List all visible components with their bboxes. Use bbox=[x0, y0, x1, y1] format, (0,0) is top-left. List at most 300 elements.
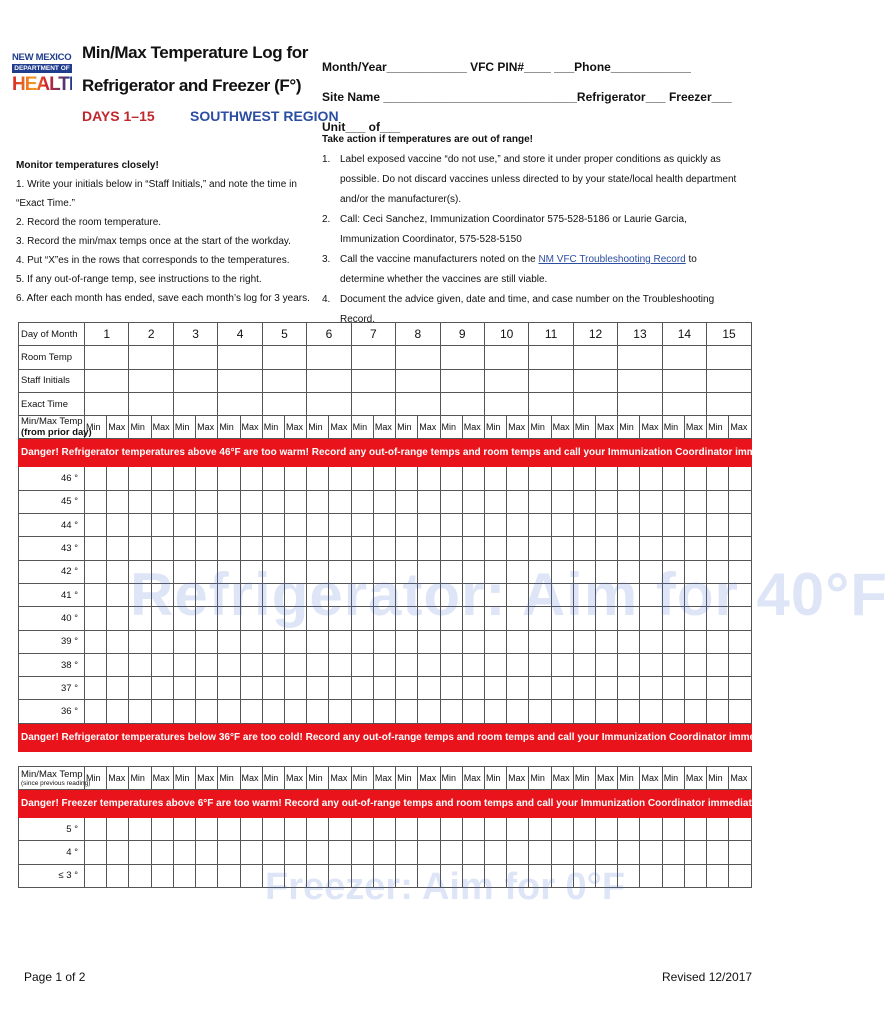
temp-cell[interactable] bbox=[196, 841, 218, 864]
temp-cell[interactable] bbox=[129, 583, 151, 606]
temp-cell[interactable] bbox=[151, 607, 173, 630]
temp-cell[interactable] bbox=[396, 583, 418, 606]
temp-cell[interactable] bbox=[151, 700, 173, 723]
temp-cell[interactable] bbox=[684, 677, 706, 700]
temp-cell[interactable] bbox=[551, 560, 573, 583]
min-cell[interactable]: Min bbox=[573, 766, 595, 789]
temp-cell[interactable] bbox=[418, 841, 440, 864]
temp-cell[interactable] bbox=[551, 607, 573, 630]
temp-cell[interactable] bbox=[551, 818, 573, 841]
min-cell[interactable]: Min bbox=[396, 766, 418, 789]
staff-initials-cell[interactable] bbox=[662, 369, 706, 392]
temp-cell[interactable] bbox=[218, 490, 240, 513]
temp-cell[interactable] bbox=[484, 700, 506, 723]
temp-cell[interactable] bbox=[484, 607, 506, 630]
temp-cell[interactable] bbox=[173, 607, 195, 630]
temp-cell[interactable] bbox=[462, 818, 484, 841]
temp-cell[interactable] bbox=[85, 841, 107, 864]
temp-cell[interactable] bbox=[218, 537, 240, 560]
temp-cell[interactable] bbox=[351, 700, 373, 723]
room-temp-cell[interactable] bbox=[484, 346, 528, 369]
temp-cell[interactable] bbox=[551, 583, 573, 606]
temp-cell[interactable] bbox=[640, 514, 662, 537]
temp-cell[interactable] bbox=[196, 514, 218, 537]
temp-cell[interactable] bbox=[351, 818, 373, 841]
temp-cell[interactable] bbox=[107, 607, 129, 630]
temp-cell[interactable] bbox=[173, 677, 195, 700]
temp-cell[interactable] bbox=[418, 537, 440, 560]
min-cell[interactable]: Min bbox=[707, 416, 729, 439]
temp-cell[interactable] bbox=[707, 700, 729, 723]
temp-cell[interactable] bbox=[351, 467, 373, 490]
temp-cell[interactable] bbox=[707, 537, 729, 560]
staff-initials-cell[interactable] bbox=[618, 369, 662, 392]
temp-cell[interactable] bbox=[462, 677, 484, 700]
temp-cell[interactable] bbox=[129, 560, 151, 583]
temp-cell[interactable] bbox=[85, 560, 107, 583]
temp-cell[interactable] bbox=[684, 864, 706, 887]
min-cell[interactable]: Min bbox=[573, 416, 595, 439]
min-cell[interactable]: Min bbox=[173, 766, 195, 789]
temp-cell[interactable] bbox=[373, 467, 395, 490]
temp-cell[interactable] bbox=[551, 514, 573, 537]
temp-cell[interactable] bbox=[351, 653, 373, 676]
temp-cell[interactable] bbox=[218, 818, 240, 841]
temp-cell[interactable] bbox=[529, 537, 551, 560]
temp-cell[interactable] bbox=[484, 490, 506, 513]
room-temp-cell[interactable] bbox=[396, 346, 440, 369]
min-cell[interactable]: Min bbox=[618, 766, 640, 789]
temp-cell[interactable] bbox=[507, 560, 529, 583]
temp-cell[interactable] bbox=[507, 467, 529, 490]
temp-cell[interactable] bbox=[684, 607, 706, 630]
temp-cell[interactable] bbox=[329, 841, 351, 864]
exact-time-cell[interactable] bbox=[440, 392, 484, 415]
temp-cell[interactable] bbox=[173, 560, 195, 583]
min-cell[interactable]: Min bbox=[484, 416, 506, 439]
temp-cell[interactable] bbox=[440, 537, 462, 560]
temp-cell[interactable] bbox=[151, 583, 173, 606]
temp-cell[interactable] bbox=[418, 700, 440, 723]
temp-cell[interactable] bbox=[262, 607, 284, 630]
temp-cell[interactable] bbox=[307, 864, 329, 887]
temp-cell[interactable] bbox=[662, 467, 684, 490]
temp-cell[interactable] bbox=[684, 467, 706, 490]
temp-cell[interactable] bbox=[373, 841, 395, 864]
exact-time-cell[interactable] bbox=[484, 392, 528, 415]
temp-cell[interactable] bbox=[440, 700, 462, 723]
max-cell[interactable]: Max bbox=[596, 416, 618, 439]
temp-cell[interactable] bbox=[640, 560, 662, 583]
temp-cell[interactable] bbox=[684, 560, 706, 583]
temp-cell[interactable] bbox=[596, 514, 618, 537]
temp-cell[interactable] bbox=[240, 864, 262, 887]
temp-cell[interactable] bbox=[573, 514, 595, 537]
room-temp-cell[interactable] bbox=[218, 346, 262, 369]
temp-cell[interactable] bbox=[396, 700, 418, 723]
temp-cell[interactable] bbox=[329, 514, 351, 537]
max-cell[interactable]: Max bbox=[462, 416, 484, 439]
temp-cell[interactable] bbox=[440, 560, 462, 583]
temp-cell[interactable] bbox=[729, 677, 752, 700]
temp-cell[interactable] bbox=[707, 514, 729, 537]
temp-cell[interactable] bbox=[396, 607, 418, 630]
temp-cell[interactable] bbox=[373, 653, 395, 676]
temp-cell[interactable] bbox=[462, 490, 484, 513]
temp-cell[interactable] bbox=[462, 467, 484, 490]
temp-cell[interactable] bbox=[196, 467, 218, 490]
temp-cell[interactable] bbox=[107, 841, 129, 864]
temp-cell[interactable] bbox=[351, 537, 373, 560]
temp-cell[interactable] bbox=[729, 560, 752, 583]
temp-cell[interactable] bbox=[107, 653, 129, 676]
temp-cell[interactable] bbox=[129, 514, 151, 537]
temp-cell[interactable] bbox=[618, 677, 640, 700]
temp-cell[interactable] bbox=[529, 841, 551, 864]
max-cell[interactable]: Max bbox=[284, 766, 306, 789]
temp-cell[interactable] bbox=[173, 467, 195, 490]
temp-cell[interactable] bbox=[573, 841, 595, 864]
temp-cell[interactable] bbox=[129, 467, 151, 490]
exact-time-cell[interactable] bbox=[85, 392, 129, 415]
temp-cell[interactable] bbox=[462, 700, 484, 723]
temp-cell[interactable] bbox=[129, 653, 151, 676]
temp-cell[interactable] bbox=[307, 467, 329, 490]
max-cell[interactable]: Max bbox=[684, 766, 706, 789]
temp-cell[interactable] bbox=[573, 677, 595, 700]
temp-cell[interactable] bbox=[329, 607, 351, 630]
max-cell[interactable]: Max bbox=[462, 766, 484, 789]
temp-cell[interactable] bbox=[284, 467, 306, 490]
exact-time-cell[interactable] bbox=[662, 392, 706, 415]
temp-cell[interactable] bbox=[240, 630, 262, 653]
temp-cell[interactable] bbox=[551, 653, 573, 676]
max-cell[interactable]: Max bbox=[551, 766, 573, 789]
temp-cell[interactable] bbox=[662, 841, 684, 864]
temp-cell[interactable] bbox=[640, 818, 662, 841]
temp-cell[interactable] bbox=[640, 467, 662, 490]
temp-cell[interactable] bbox=[151, 467, 173, 490]
temp-cell[interactable] bbox=[373, 607, 395, 630]
temp-cell[interactable] bbox=[707, 841, 729, 864]
temp-cell[interactable] bbox=[396, 490, 418, 513]
temp-cell[interactable] bbox=[240, 677, 262, 700]
temp-cell[interactable] bbox=[218, 607, 240, 630]
max-cell[interactable]: Max bbox=[151, 766, 173, 789]
temp-cell[interactable] bbox=[551, 841, 573, 864]
temp-cell[interactable] bbox=[707, 560, 729, 583]
temp-cell[interactable] bbox=[351, 490, 373, 513]
temp-cell[interactable] bbox=[396, 560, 418, 583]
temp-cell[interactable] bbox=[618, 583, 640, 606]
temp-cell[interactable] bbox=[173, 537, 195, 560]
temp-cell[interactable] bbox=[262, 490, 284, 513]
temp-cell[interactable] bbox=[307, 700, 329, 723]
temp-cell[interactable] bbox=[662, 560, 684, 583]
temp-cell[interactable] bbox=[307, 630, 329, 653]
temp-cell[interactable] bbox=[284, 700, 306, 723]
staff-initials-cell[interactable] bbox=[396, 369, 440, 392]
temp-cell[interactable] bbox=[85, 653, 107, 676]
temp-cell[interactable] bbox=[729, 490, 752, 513]
temp-cell[interactable] bbox=[129, 677, 151, 700]
temp-cell[interactable] bbox=[373, 818, 395, 841]
temp-cell[interactable] bbox=[218, 467, 240, 490]
max-cell[interactable]: Max bbox=[240, 416, 262, 439]
max-cell[interactable]: Max bbox=[284, 416, 306, 439]
exact-time-cell[interactable] bbox=[307, 392, 351, 415]
temp-cell[interactable] bbox=[662, 537, 684, 560]
min-cell[interactable]: Min bbox=[129, 766, 151, 789]
min-cell[interactable]: Min bbox=[85, 766, 107, 789]
temp-cell[interactable] bbox=[640, 864, 662, 887]
max-cell[interactable]: Max bbox=[240, 766, 262, 789]
staff-initials-cell[interactable] bbox=[573, 369, 617, 392]
min-cell[interactable]: Min bbox=[484, 766, 506, 789]
temp-cell[interactable] bbox=[529, 467, 551, 490]
temp-cell[interactable] bbox=[596, 864, 618, 887]
temp-cell[interactable] bbox=[640, 583, 662, 606]
temp-cell[interactable] bbox=[551, 677, 573, 700]
temp-cell[interactable] bbox=[596, 630, 618, 653]
temp-cell[interactable] bbox=[218, 864, 240, 887]
temp-cell[interactable] bbox=[662, 653, 684, 676]
temp-cell[interactable] bbox=[662, 514, 684, 537]
temp-cell[interactable] bbox=[573, 700, 595, 723]
temp-cell[interactable] bbox=[640, 607, 662, 630]
max-cell[interactable]: Max bbox=[196, 766, 218, 789]
temp-cell[interactable] bbox=[529, 677, 551, 700]
temp-cell[interactable] bbox=[351, 514, 373, 537]
temp-cell[interactable] bbox=[284, 607, 306, 630]
min-cell[interactable]: Min bbox=[707, 766, 729, 789]
temp-cell[interactable] bbox=[418, 607, 440, 630]
temp-cell[interactable] bbox=[284, 864, 306, 887]
temp-cell[interactable] bbox=[529, 818, 551, 841]
temp-cell[interactable] bbox=[129, 864, 151, 887]
exact-time-cell[interactable] bbox=[218, 392, 262, 415]
temp-cell[interactable] bbox=[373, 490, 395, 513]
max-cell[interactable]: Max bbox=[151, 416, 173, 439]
temp-cell[interactable] bbox=[351, 841, 373, 864]
temp-cell[interactable] bbox=[307, 653, 329, 676]
temp-cell[interactable] bbox=[151, 514, 173, 537]
temp-cell[interactable] bbox=[729, 818, 752, 841]
temp-cell[interactable] bbox=[618, 841, 640, 864]
temp-cell[interactable] bbox=[596, 490, 618, 513]
temp-cell[interactable] bbox=[640, 653, 662, 676]
temp-cell[interactable] bbox=[284, 514, 306, 537]
temp-cell[interactable] bbox=[284, 537, 306, 560]
temp-cell[interactable] bbox=[240, 560, 262, 583]
max-cell[interactable]: Max bbox=[329, 416, 351, 439]
temp-cell[interactable] bbox=[85, 607, 107, 630]
temp-cell[interactable] bbox=[307, 607, 329, 630]
room-temp-cell[interactable] bbox=[85, 346, 129, 369]
temp-cell[interactable] bbox=[396, 630, 418, 653]
min-cell[interactable]: Min bbox=[173, 416, 195, 439]
temp-cell[interactable] bbox=[284, 583, 306, 606]
temp-cell[interactable] bbox=[618, 490, 640, 513]
month-year-vfc-phone-field[interactable]: Month/Year____________ VFC PIN#____ ___Phone____________ bbox=[322, 60, 691, 74]
temp-cell[interactable] bbox=[85, 514, 107, 537]
staff-initials-cell[interactable] bbox=[484, 369, 528, 392]
max-cell[interactable]: Max bbox=[418, 766, 440, 789]
min-cell[interactable]: Min bbox=[662, 766, 684, 789]
temp-cell[interactable] bbox=[596, 537, 618, 560]
temp-cell[interactable] bbox=[373, 560, 395, 583]
exact-time-cell[interactable] bbox=[129, 392, 173, 415]
temp-cell[interactable] bbox=[284, 630, 306, 653]
temp-cell[interactable] bbox=[218, 653, 240, 676]
temp-cell[interactable] bbox=[151, 818, 173, 841]
temp-cell[interactable] bbox=[573, 607, 595, 630]
temp-cell[interactable] bbox=[507, 537, 529, 560]
temp-cell[interactable] bbox=[329, 677, 351, 700]
temp-cell[interactable] bbox=[307, 677, 329, 700]
temp-cell[interactable] bbox=[440, 653, 462, 676]
temp-cell[interactable] bbox=[262, 677, 284, 700]
min-cell[interactable]: Min bbox=[307, 766, 329, 789]
temp-cell[interactable] bbox=[618, 537, 640, 560]
temp-cell[interactable] bbox=[662, 630, 684, 653]
min-cell[interactable]: Min bbox=[396, 416, 418, 439]
temp-cell[interactable] bbox=[173, 864, 195, 887]
staff-initials-cell[interactable] bbox=[129, 369, 173, 392]
room-temp-cell[interactable] bbox=[173, 346, 217, 369]
temp-cell[interactable] bbox=[107, 537, 129, 560]
temp-cell[interactable] bbox=[551, 630, 573, 653]
temp-cell[interactable] bbox=[729, 864, 752, 887]
temp-cell[interactable] bbox=[618, 514, 640, 537]
temp-cell[interactable] bbox=[307, 514, 329, 537]
temp-cell[interactable] bbox=[507, 607, 529, 630]
temp-cell[interactable] bbox=[596, 653, 618, 676]
temp-cell[interactable] bbox=[729, 630, 752, 653]
temp-cell[interactable] bbox=[596, 583, 618, 606]
temp-cell[interactable] bbox=[240, 653, 262, 676]
staff-initials-cell[interactable] bbox=[529, 369, 573, 392]
max-cell[interactable]: Max bbox=[373, 766, 395, 789]
temp-cell[interactable] bbox=[440, 490, 462, 513]
temp-cell[interactable] bbox=[284, 653, 306, 676]
temp-cell[interactable] bbox=[618, 818, 640, 841]
temp-cell[interactable] bbox=[196, 560, 218, 583]
temp-cell[interactable] bbox=[218, 700, 240, 723]
room-temp-cell[interactable] bbox=[351, 346, 395, 369]
temp-cell[interactable] bbox=[240, 514, 262, 537]
temp-cell[interactable] bbox=[640, 490, 662, 513]
temp-cell[interactable] bbox=[351, 677, 373, 700]
temp-cell[interactable] bbox=[484, 560, 506, 583]
temp-cell[interactable] bbox=[529, 630, 551, 653]
temp-cell[interactable] bbox=[640, 677, 662, 700]
temp-cell[interactable] bbox=[173, 630, 195, 653]
temp-cell[interactable] bbox=[284, 560, 306, 583]
temp-cell[interactable] bbox=[129, 490, 151, 513]
temp-cell[interactable] bbox=[85, 630, 107, 653]
temp-cell[interactable] bbox=[684, 583, 706, 606]
temp-cell[interactable] bbox=[640, 841, 662, 864]
temp-cell[interactable] bbox=[507, 490, 529, 513]
temp-cell[interactable] bbox=[85, 537, 107, 560]
temp-cell[interactable] bbox=[729, 700, 752, 723]
temp-cell[interactable] bbox=[351, 607, 373, 630]
temp-cell[interactable] bbox=[618, 467, 640, 490]
temp-cell[interactable] bbox=[240, 583, 262, 606]
temp-cell[interactable] bbox=[551, 700, 573, 723]
temp-cell[interactable] bbox=[173, 841, 195, 864]
temp-cell[interactable] bbox=[85, 490, 107, 513]
min-cell[interactable]: Min bbox=[85, 416, 107, 439]
exact-time-cell[interactable] bbox=[573, 392, 617, 415]
temp-cell[interactable] bbox=[351, 630, 373, 653]
temp-cell[interactable] bbox=[151, 630, 173, 653]
temp-cell[interactable] bbox=[618, 864, 640, 887]
temp-cell[interactable] bbox=[107, 864, 129, 887]
temp-cell[interactable] bbox=[396, 653, 418, 676]
min-cell[interactable]: Min bbox=[618, 416, 640, 439]
temp-cell[interactable] bbox=[684, 818, 706, 841]
temp-cell[interactable] bbox=[196, 818, 218, 841]
temp-cell[interactable] bbox=[262, 514, 284, 537]
temp-cell[interactable] bbox=[684, 514, 706, 537]
temp-cell[interactable] bbox=[262, 583, 284, 606]
temp-cell[interactable] bbox=[329, 818, 351, 841]
temp-cell[interactable] bbox=[596, 607, 618, 630]
temp-cell[interactable] bbox=[707, 467, 729, 490]
temp-cell[interactable] bbox=[373, 583, 395, 606]
temp-cell[interactable] bbox=[351, 583, 373, 606]
min-cell[interactable]: Min bbox=[351, 416, 373, 439]
temp-cell[interactable] bbox=[307, 560, 329, 583]
temp-cell[interactable] bbox=[107, 467, 129, 490]
temp-cell[interactable] bbox=[618, 700, 640, 723]
temp-cell[interactable] bbox=[462, 864, 484, 887]
room-temp-cell[interactable] bbox=[440, 346, 484, 369]
max-cell[interactable]: Max bbox=[729, 766, 752, 789]
temp-cell[interactable] bbox=[85, 677, 107, 700]
temp-cell[interactable] bbox=[729, 467, 752, 490]
exact-time-cell[interactable] bbox=[173, 392, 217, 415]
temp-cell[interactable] bbox=[507, 700, 529, 723]
temp-cell[interactable] bbox=[707, 583, 729, 606]
temp-cell[interactable] bbox=[396, 841, 418, 864]
temp-cell[interactable] bbox=[707, 490, 729, 513]
exact-time-cell[interactable] bbox=[262, 392, 306, 415]
temp-cell[interactable] bbox=[507, 653, 529, 676]
temp-cell[interactable] bbox=[596, 677, 618, 700]
temp-cell[interactable] bbox=[396, 864, 418, 887]
temp-cell[interactable] bbox=[573, 818, 595, 841]
temp-cell[interactable] bbox=[462, 630, 484, 653]
temp-cell[interactable] bbox=[507, 818, 529, 841]
temp-cell[interactable] bbox=[418, 653, 440, 676]
exact-time-cell[interactable] bbox=[618, 392, 662, 415]
temp-cell[interactable] bbox=[507, 583, 529, 606]
temp-cell[interactable] bbox=[640, 630, 662, 653]
max-cell[interactable]: Max bbox=[729, 416, 752, 439]
temp-cell[interactable] bbox=[262, 467, 284, 490]
max-cell[interactable]: Max bbox=[640, 416, 662, 439]
temp-cell[interactable] bbox=[684, 700, 706, 723]
temp-cell[interactable] bbox=[507, 677, 529, 700]
temp-cell[interactable] bbox=[484, 653, 506, 676]
temp-cell[interactable] bbox=[196, 653, 218, 676]
temp-cell[interactable] bbox=[596, 700, 618, 723]
temp-cell[interactable] bbox=[573, 467, 595, 490]
max-cell[interactable]: Max bbox=[551, 416, 573, 439]
